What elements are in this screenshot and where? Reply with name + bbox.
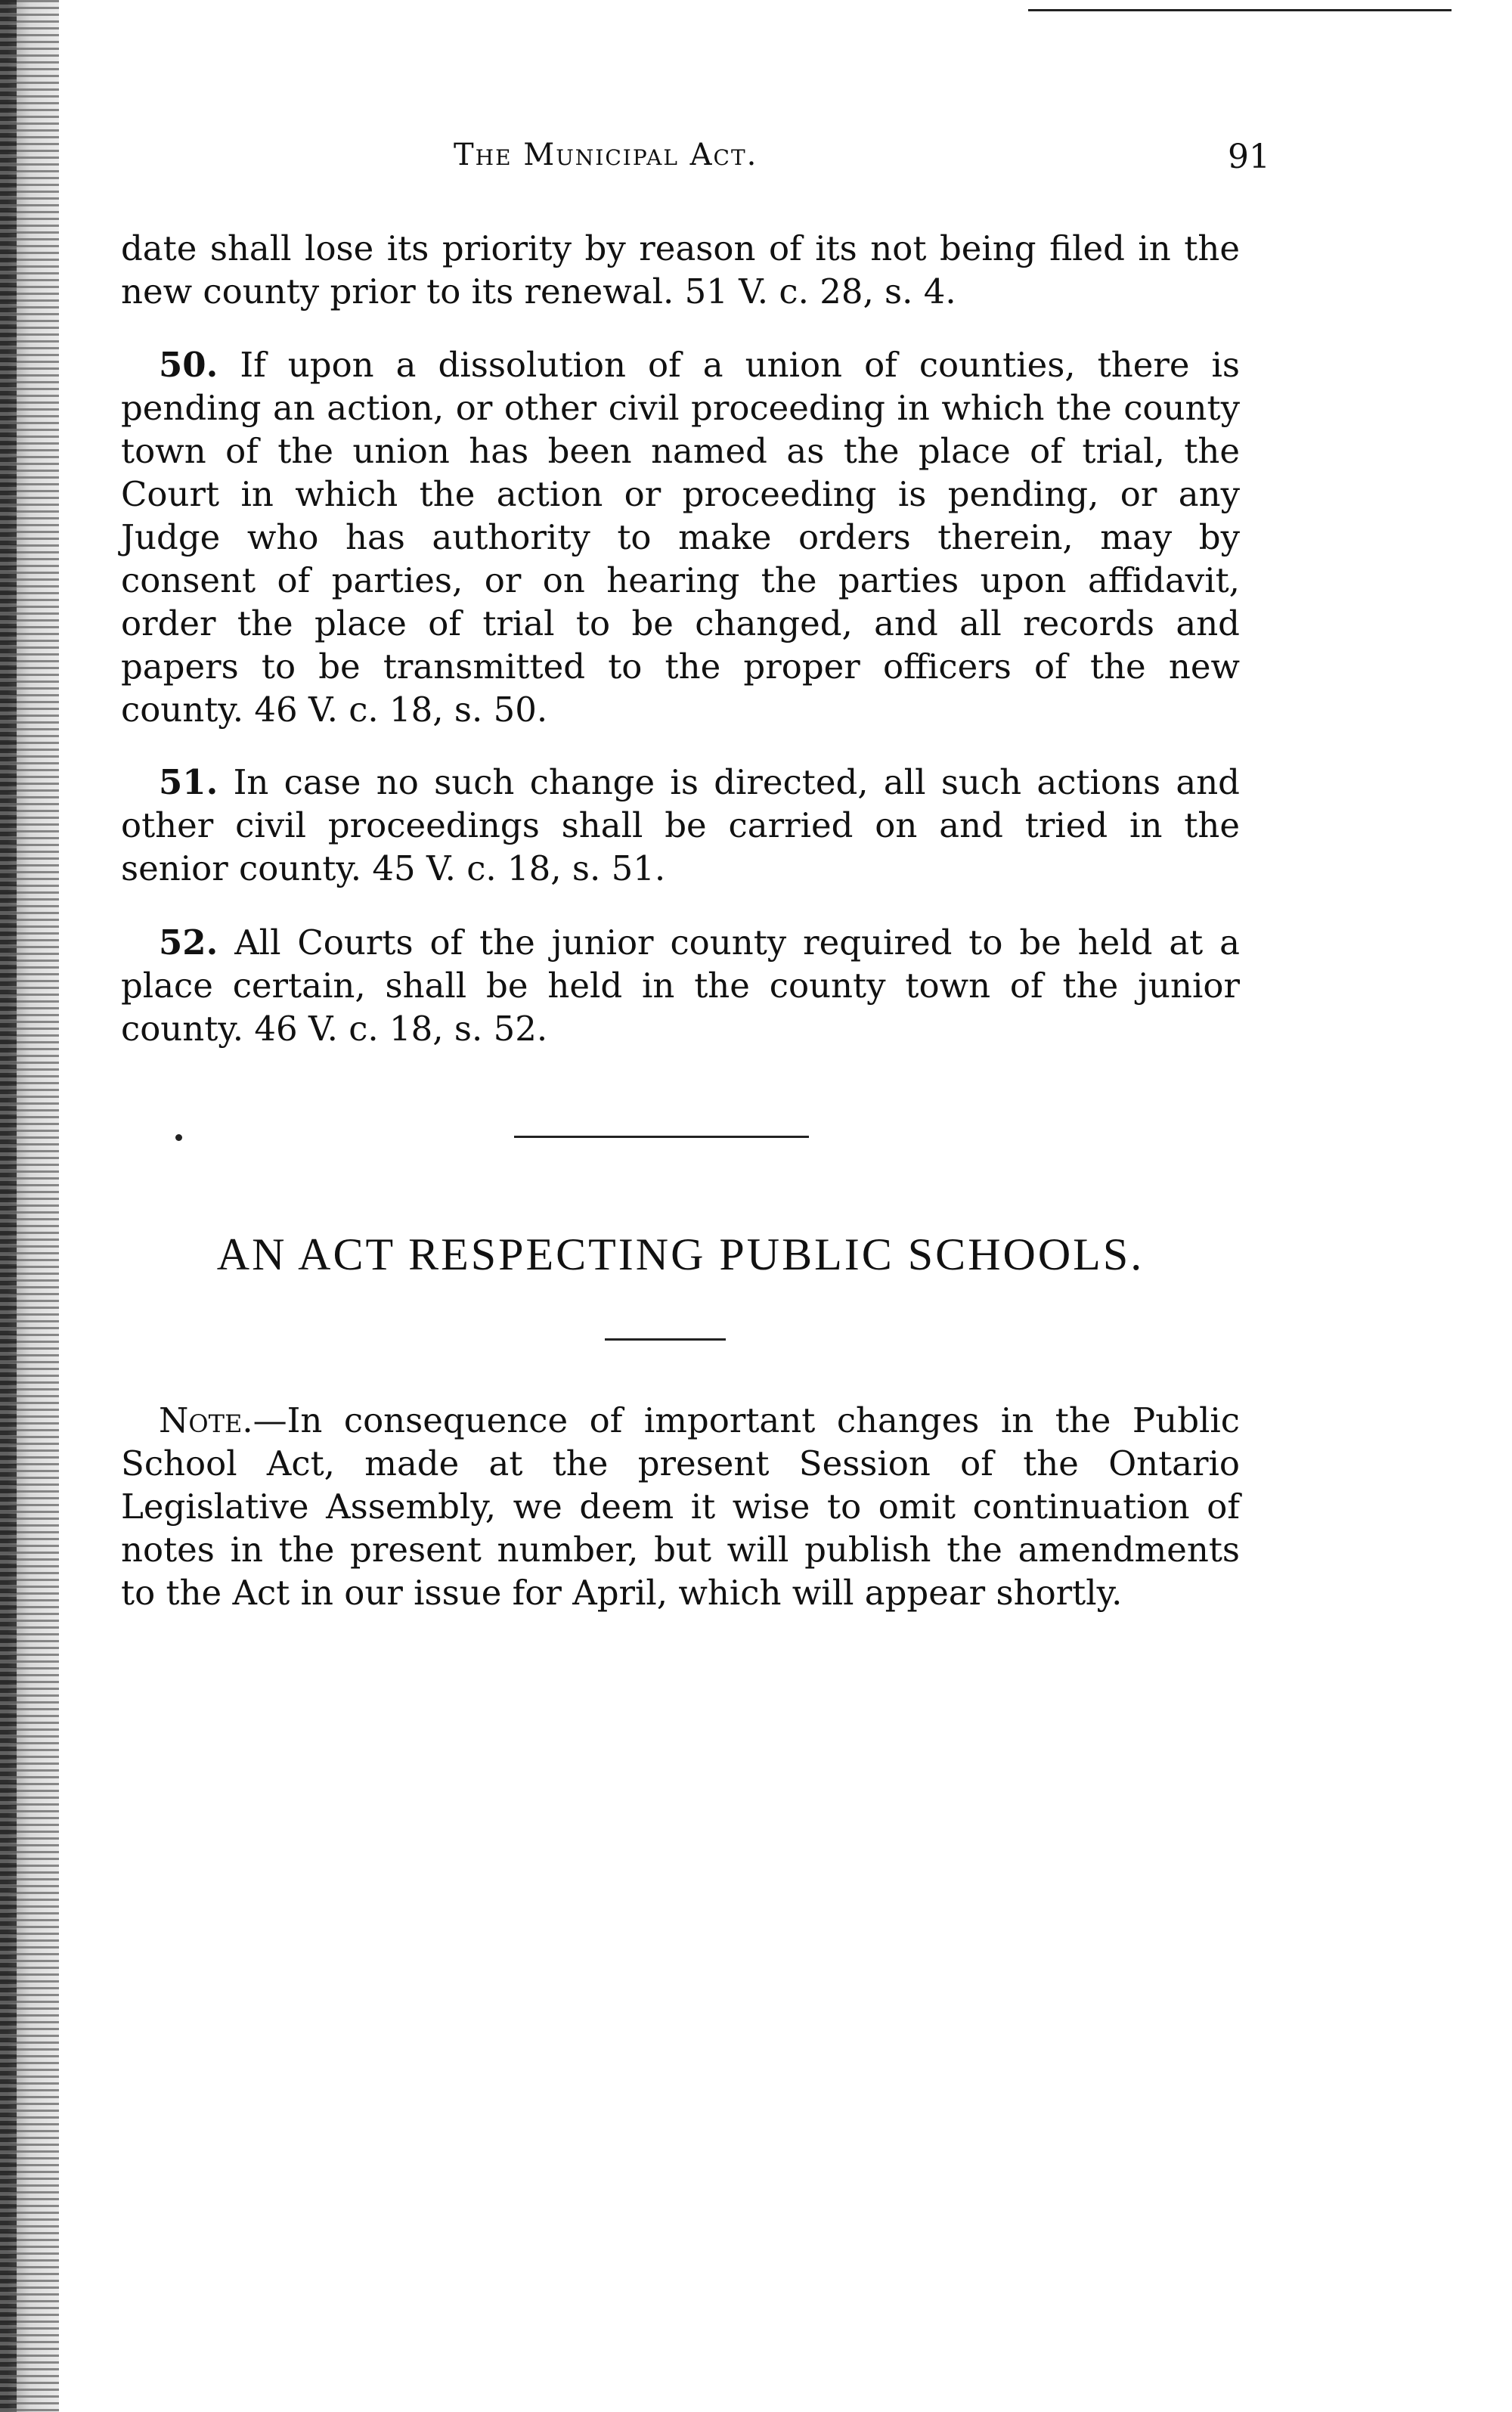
running-title [454,138,758,172]
top-rule [1028,9,1452,11]
heading-rule [605,1338,726,1341]
section-number: 51. [159,762,218,802]
note-text: —In consequence of important changes in the Public School Act, made at the present Session of the Ontario Legislative Assembly, we deem it wise to omit continuation of notes in the present number, but will publish the amendments to the Act in our issue for April, which will appear shortly. [121,1400,1240,1613]
section-50 [121,343,1240,731]
paragraph-text: date shall lose its priority by reason of its not being filed in the new county prior to its renewal. 51 V. c. 28, s. 4. [121,228,1240,312]
section-text: If upon a dissolution of a union of counties, there is pending an action, or other civil proceeding in which the county town of the union has been named as the place of trial, the Court in which the action or proceeding is pending, or any Judge who has authority to make orders therein, may by consent of parties, or on hearing the parties upon affidavit, order the place of trial to be changed, and all records and papers to be transmitted to the proper officers of the new county. 46 V. c. 18, s. 50. [121,345,1240,730]
section-number: 52. [159,922,218,963]
section-divider [514,1136,809,1138]
page-header [121,138,1270,183]
section-number: 50. [159,345,218,385]
section-51 [121,761,1240,890]
stray-mark [175,1134,182,1141]
running-title-text: The Municipal Act. [454,138,758,172]
paragraph-continued [121,227,1240,313]
act-heading: AN ACT RESPECTING PUBLIC SCHOOLS. [216,1229,1145,1279]
page-number: 91 [1228,138,1270,176]
section-text: All Courts of the junior county required to be held at a place certain, shall be held in the county town of the junior county. 46 V. c. 18, s. 52. [121,922,1240,1049]
section-text: In case no such change is directed, all such actions and other civil proceedings shall be carried on and tried in the senior county. 45 V. c. 18, s. 51. [121,762,1240,888]
note-label: Note. [159,1400,253,1440]
section-52 [121,921,1240,1050]
editorial-note [121,1399,1240,1614]
binding-shadow [0,0,17,2412]
